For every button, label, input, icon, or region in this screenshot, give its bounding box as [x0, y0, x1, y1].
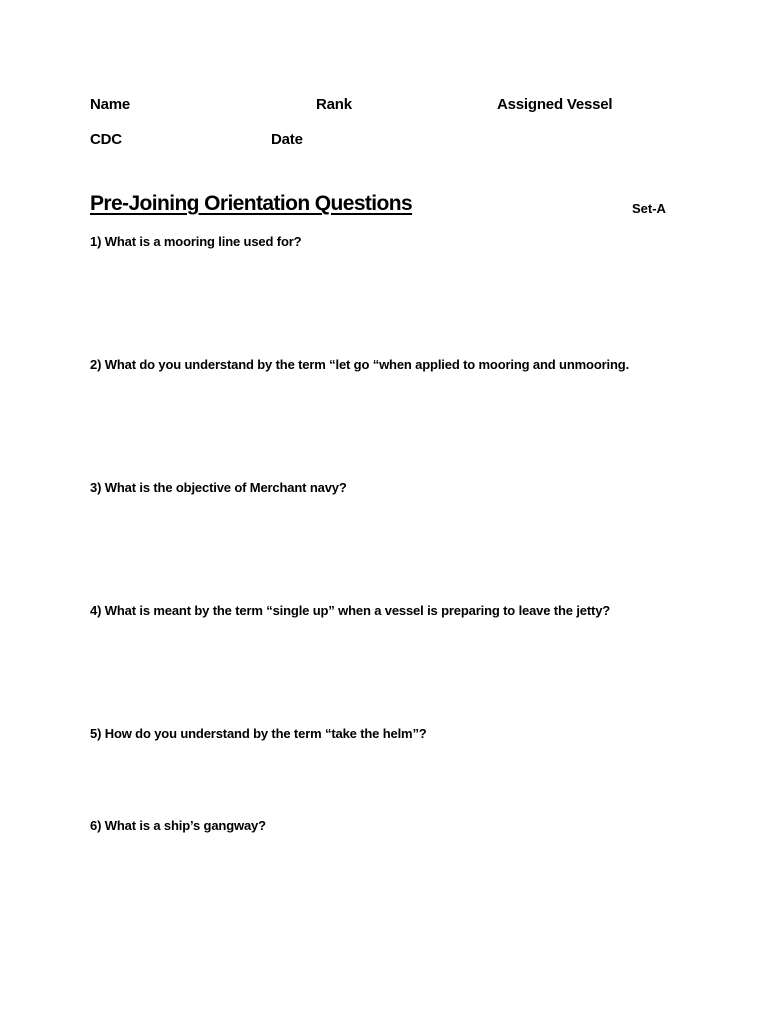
- question-3: 3) What is the objective of Merchant navy?: [90, 480, 347, 495]
- rank-label: Rank: [316, 96, 352, 113]
- page-title: Pre-Joining Orientation Questions: [90, 192, 413, 215]
- cdc-label: CDC: [90, 131, 122, 148]
- question-1: 1) What is a mooring line used for?: [90, 234, 302, 249]
- question-4: 4) What is meant by the term “single up” when a vessel is preparing to leave the jetty?: [90, 603, 611, 618]
- date-label: Date: [271, 131, 303, 148]
- question-5: 5) How do you understand by the term “take the helm”?: [90, 726, 427, 741]
- name-label: Name: [90, 96, 131, 113]
- question-6: 6) What is a ship’s gangway?: [90, 818, 266, 833]
- question-2: 2) What do you understand by the term “let go “when applied to mooring and unmooring.: [90, 357, 630, 372]
- assigned-vessel-label: Assigned Vessel: [497, 96, 613, 113]
- set-label: Set-A: [632, 201, 666, 216]
